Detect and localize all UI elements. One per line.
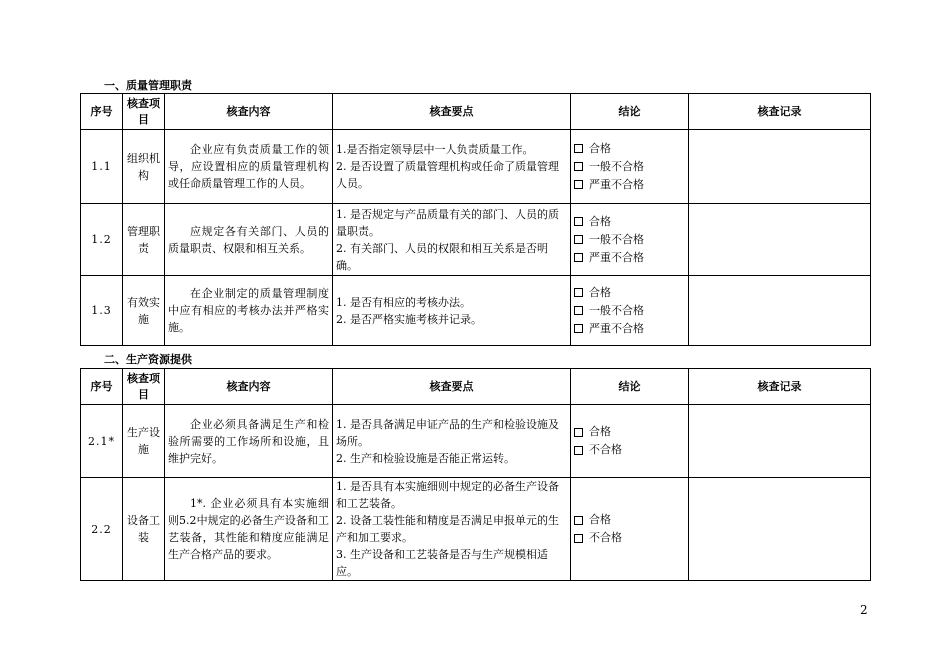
- section-title: 二、生产资源提供: [104, 353, 192, 366]
- seq-cell: 1.2: [81, 204, 123, 276]
- result-option[interactable]: [574, 511, 685, 529]
- result-option[interactable]: [574, 320, 685, 338]
- checkbox-icon[interactable]: [574, 180, 583, 189]
- point-item: 2. 是否严格实施考核并记录。: [336, 312, 482, 326]
- seq-cell: 2.2: [81, 478, 123, 581]
- result-option-label: 合格: [589, 285, 611, 299]
- point-item: 2. 是否设置了质量管理机构或任命了质量管理人员。: [336, 160, 559, 190]
- result-option[interactable]: [574, 176, 685, 194]
- header-result: 结论: [571, 369, 689, 405]
- record-cell[interactable]: [689, 130, 871, 204]
- result-option[interactable]: [574, 302, 685, 320]
- result-option[interactable]: [574, 529, 685, 547]
- result-option[interactable]: [574, 441, 685, 459]
- item-cell: 有效实施: [123, 276, 165, 346]
- record-cell[interactable]: [689, 405, 871, 478]
- page-number: 2: [860, 603, 868, 617]
- record-cell[interactable]: [689, 204, 871, 276]
- header-content: 核查内容: [165, 94, 333, 130]
- checkbox-icon[interactable]: [574, 162, 583, 171]
- result-option-label: 一般不合格: [589, 303, 644, 317]
- result-option-label: 严重不合格: [589, 250, 644, 264]
- header-item: 核查项目: [123, 94, 165, 130]
- point-item: 2. 设备工装性能和精度是否满足申报单元的生产和加工要求。: [336, 514, 559, 544]
- checkbox-icon[interactable]: [574, 253, 583, 262]
- check-table-resources: [80, 368, 871, 581]
- result-cell: [571, 478, 689, 581]
- header-record: 核查记录: [689, 369, 871, 405]
- result-cell: [571, 204, 689, 276]
- result-option[interactable]: [574, 231, 685, 249]
- record-cell[interactable]: [689, 478, 871, 581]
- header-seq: 序号: [81, 94, 123, 130]
- header-points: 核查要点: [333, 94, 571, 130]
- checkbox-icon[interactable]: [574, 235, 583, 244]
- checkbox-icon[interactable]: [574, 324, 583, 333]
- checkbox-icon[interactable]: [574, 306, 583, 315]
- table-row: [81, 130, 871, 204]
- record-cell[interactable]: [689, 276, 871, 346]
- point-item: 1. 是否具备满足申证产品的生产和检验设施及场所。: [336, 417, 559, 448]
- content-cell: 企业必须具备满足生产和检验所需要的工作场所和设施，且维护完好。: [165, 405, 333, 478]
- item-cell: 生产设施: [123, 405, 165, 478]
- result-option[interactable]: [574, 158, 685, 176]
- checkbox-icon[interactable]: [574, 144, 583, 153]
- result-option-label: 一般不合格: [589, 232, 644, 246]
- result-option-label: 严重不合格: [589, 177, 644, 191]
- points-cell: [333, 405, 571, 478]
- result-option-label: 合格: [589, 425, 611, 438]
- result-option-label: 一般不合格: [589, 159, 644, 173]
- checkbox-icon[interactable]: [574, 516, 583, 525]
- points-cell: [333, 204, 571, 276]
- point-item: 1. 是否有相应的考核办法。: [336, 295, 471, 309]
- result-option-label: 合格: [589, 141, 611, 155]
- table-row: [81, 276, 871, 346]
- header-record: 核查记录: [689, 94, 871, 130]
- result-option-label: 不合格: [589, 531, 622, 544]
- item-cell: 组织机构: [123, 130, 165, 204]
- result-option[interactable]: [574, 423, 685, 441]
- points-cell: [333, 130, 571, 204]
- header-points: 核查要点: [333, 369, 571, 405]
- point-item: 3. 生产设备和工艺装备是否与生产规模相适应。: [336, 548, 548, 578]
- item-cell: 管理职责: [123, 204, 165, 276]
- result-option[interactable]: [574, 284, 685, 302]
- point-item: 2. 生产和检验设施是否能正常运转。: [336, 451, 515, 465]
- result-cell: [571, 130, 689, 204]
- header-row: [81, 369, 871, 405]
- check-table-quality: [80, 93, 871, 346]
- checkbox-icon[interactable]: [574, 534, 583, 543]
- result-option[interactable]: [574, 249, 685, 267]
- content-cell: 在企业制定的质量管理制度中应有相应的考核办法并严格实施。: [165, 276, 333, 346]
- point-item: 1. 是否具有本实施细则中规定的必备生产设备和工艺装备。: [336, 480, 559, 510]
- section-title: 一、质量管理职责: [104, 79, 192, 92]
- item-cell: 设备工装: [123, 478, 165, 581]
- checkbox-icon[interactable]: [574, 288, 583, 297]
- result-option-label: 不合格: [589, 443, 622, 456]
- checkbox-icon[interactable]: [574, 428, 583, 437]
- header-result: 结论: [571, 94, 689, 130]
- table-row: [81, 405, 871, 478]
- seq-cell: 1.3: [81, 276, 123, 346]
- point-item: 1.是否指定领导层中一人负责质量工作。: [336, 143, 534, 156]
- result-option[interactable]: [574, 140, 685, 158]
- result-cell: [571, 405, 689, 478]
- content-cell: 企业应有负责质量工作的领导，应设置相应的质量管理机构或任命质量管理工作的人员。: [165, 130, 333, 204]
- header-content: 核查内容: [165, 369, 333, 405]
- point-item: 1. 是否规定与产品质量有关的部门、人员的质量职责。: [336, 207, 559, 238]
- points-cell: [333, 478, 571, 581]
- points-cell: [333, 276, 571, 346]
- result-option-label: 严重不合格: [589, 321, 644, 335]
- point-item: 2. 有关部门、人员的权限和相互关系是否明确。: [336, 241, 548, 272]
- checkbox-icon[interactable]: [574, 446, 583, 455]
- content-cell: 1*. 企业必须具有本实施细则5.2中规定的必备生产设备和工艺装备，其性能和精度应能满足生产合格产品的要求。: [165, 478, 333, 581]
- result-option-label: 合格: [589, 513, 611, 526]
- header-row: [81, 94, 871, 130]
- seq-cell: 1.1: [81, 130, 123, 204]
- header-seq: 序号: [81, 369, 123, 405]
- table-row: [81, 204, 871, 276]
- table-row: [81, 478, 871, 581]
- result-option-label: 合格: [589, 214, 611, 228]
- result-option[interactable]: [574, 213, 685, 231]
- checkbox-icon[interactable]: [574, 217, 583, 226]
- header-item: 核查项目: [123, 369, 165, 405]
- seq-cell: 2.1*: [81, 405, 123, 478]
- result-cell: [571, 276, 689, 346]
- content-cell: 应规定各有关部门、人员的质量职责、权限和相互关系。: [165, 204, 333, 276]
